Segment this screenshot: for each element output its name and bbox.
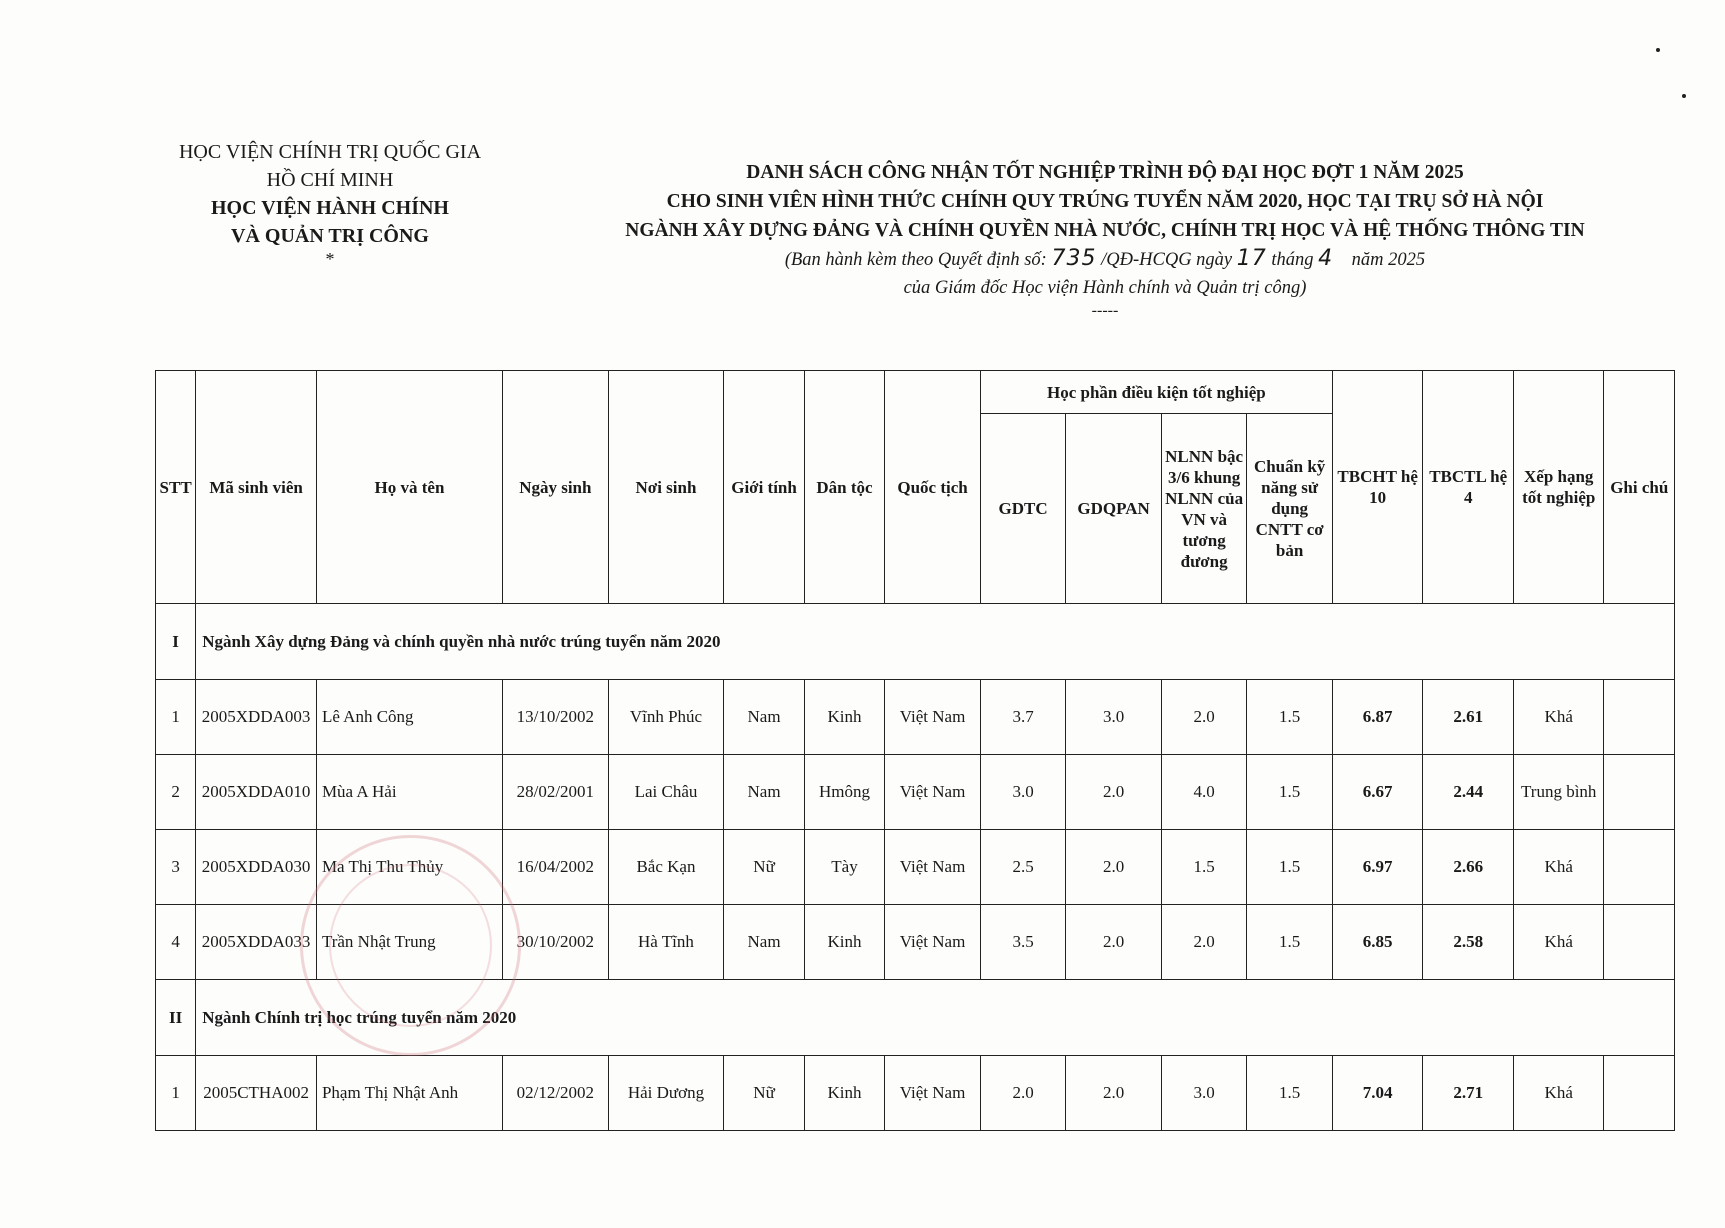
cell-full-name: Trần Nhật Trung	[316, 905, 502, 980]
cell-full-name: Mùa A Hải	[316, 755, 502, 830]
cell-gdtc: 3.0	[980, 755, 1066, 830]
cell-student-id: 2005CTHA002	[196, 1056, 317, 1131]
cell-ethnicity: Kinh	[804, 1056, 884, 1131]
title-line-1: DANH SÁCH CÔNG NHẬN TỐT NGHIỆP TRÌNH ĐỘ ĐẠI HỌC ĐỢT 1 NĂM 2025	[746, 162, 1464, 183]
decision-day: 17	[1236, 246, 1267, 271]
cell-nationality: Việt Nam	[885, 830, 981, 905]
cell-tbctl: 2.44	[1423, 755, 1514, 830]
section-roman: I	[156, 604, 196, 680]
cell-full-name: Phạm Thị Nhật Anh	[316, 1056, 502, 1131]
cell-birthplace: Bắc Kạn	[608, 830, 724, 905]
cell-nationality: Việt Nam	[885, 680, 981, 755]
section-row	[156, 604, 1675, 680]
decision-number: 735	[1051, 246, 1097, 271]
cell-dob: 02/12/2002	[503, 1056, 609, 1131]
section-roman: II	[156, 980, 196, 1056]
cell-dob: 16/04/2002	[503, 830, 609, 905]
cell-gender: Nam	[724, 755, 804, 830]
cell-stt: 1	[156, 1056, 196, 1131]
cell-ethnicity: Tày	[804, 830, 884, 905]
col-gender: Giới tính	[724, 371, 804, 604]
col-ethnicity: Dân tộc	[804, 371, 884, 604]
cell-rank: Khá	[1513, 905, 1604, 980]
cell-tbcht: 6.85	[1332, 905, 1423, 980]
cell-birthplace: Hải Dương	[608, 1056, 724, 1131]
col-student-id: Mã sinh viên	[196, 371, 317, 604]
cell-birthplace: Lai Châu	[608, 755, 724, 830]
col-gdqpan: GDQPAN	[1066, 414, 1162, 604]
issuer-line: của Giám đốc Học viện Hành chính và Quản trị công)	[903, 278, 1307, 298]
table-row	[156, 680, 1675, 755]
table-row	[156, 830, 1675, 905]
cell-gdqpan: 2.0	[1066, 755, 1162, 830]
cell-nationality: Việt Nam	[885, 755, 981, 830]
col-rank: Xếp hạng tốt nghiệp	[1513, 371, 1604, 604]
decision-reference	[565, 245, 1645, 274]
cell-rank: Khá	[1513, 830, 1604, 905]
cell-note	[1604, 830, 1675, 905]
cell-cntt: 1.5	[1247, 755, 1333, 830]
cell-note	[1604, 680, 1675, 755]
issuing-organization	[160, 138, 500, 268]
cell-student-id: 2005XDDA030	[196, 830, 317, 905]
cell-birthplace: Vĩnh Phúc	[608, 680, 724, 755]
cell-gdqpan: 3.0	[1066, 680, 1162, 755]
cell-tbcht: 6.97	[1332, 830, 1423, 905]
cell-note	[1604, 1056, 1675, 1131]
cell-tbctl: 2.71	[1423, 1056, 1514, 1131]
year-label: năm 2025	[1351, 250, 1426, 270]
col-note: Ghi chú	[1604, 371, 1675, 604]
section-row	[156, 980, 1675, 1056]
cell-stt: 2	[156, 755, 196, 830]
org-line-1: HỌC VIỆN CHÍNH TRỊ QUỐC GIA	[178, 141, 482, 163]
scan-speck	[1682, 94, 1686, 98]
cell-gdtc: 3.7	[980, 680, 1066, 755]
cell-cntt: 1.5	[1247, 905, 1333, 980]
cell-nlnn: 4.0	[1161, 755, 1247, 830]
col-gdtc: GDTC	[980, 414, 1066, 604]
cell-full-name: Ma Thị Thu Thủy	[316, 830, 502, 905]
table-header	[156, 371, 1675, 604]
col-tbcht: TBCHT hệ 10	[1332, 371, 1423, 604]
org-mark: *	[325, 249, 335, 269]
cell-gdtc: 3.5	[980, 905, 1066, 980]
cell-cntt: 1.5	[1247, 680, 1333, 755]
cell-student-id: 2005XDDA033	[196, 905, 317, 980]
cell-note	[1604, 755, 1675, 830]
col-dob: Ngày sinh	[503, 371, 609, 604]
cell-stt: 4	[156, 905, 196, 980]
section-title: Ngành Xây dựng Đảng và chính quyền nhà nước trúng tuyển năm 2020	[196, 604, 1675, 680]
graduation-table	[155, 370, 1675, 1131]
cell-tbcht: 6.87	[1332, 680, 1423, 755]
col-cntt: Chuẩn kỹ năng sử dụng CNTT cơ bản	[1247, 414, 1333, 604]
cell-cntt: 1.5	[1247, 1056, 1333, 1131]
col-birthplace: Nơi sinh	[608, 371, 724, 604]
section-title: Ngành Chính trị học trúng tuyển năm 2020	[196, 980, 1675, 1056]
cell-nationality: Việt Nam	[885, 1056, 981, 1131]
table-row	[156, 905, 1675, 980]
org-line-4: VÀ QUẢN TRỊ CÔNG	[231, 225, 429, 247]
col-tbctl: TBCTL hệ 4	[1423, 371, 1514, 604]
cell-stt: 3	[156, 830, 196, 905]
cell-ethnicity: Kinh	[804, 905, 884, 980]
table-row	[156, 755, 1675, 830]
cell-nlnn: 3.0	[1161, 1056, 1247, 1131]
document-heading	[565, 158, 1645, 320]
cell-gdtc: 2.0	[980, 1056, 1066, 1131]
cell-gdqpan: 2.0	[1066, 1056, 1162, 1131]
org-line-3: HỌC VIỆN HÀNH CHÍNH	[211, 197, 449, 219]
cell-cntt: 1.5	[1247, 830, 1333, 905]
cell-dob: 28/02/2001	[503, 755, 609, 830]
cell-tbctl: 2.66	[1423, 830, 1514, 905]
cell-gdqpan: 2.0	[1066, 830, 1162, 905]
cell-tbcht: 7.04	[1332, 1056, 1423, 1131]
col-stt: STT	[156, 371, 196, 604]
cell-tbcht: 6.67	[1332, 755, 1423, 830]
cell-dob: 30/10/2002	[503, 905, 609, 980]
cell-student-id: 2005XDDA010	[196, 755, 317, 830]
cell-tbctl: 2.58	[1423, 905, 1514, 980]
cell-dob: 13/10/2002	[503, 680, 609, 755]
col-nationality: Quốc tịch	[885, 371, 981, 604]
title-line-3: NGÀNH XÂY DỰNG ĐẢNG VÀ CHÍNH QUYỀN NHÀ NƯỚC, CHÍNH TRỊ HỌC VÀ HỆ THỐNG THÔNG TIN	[625, 220, 1585, 241]
cell-nlnn: 2.0	[1161, 905, 1247, 980]
cell-gender: Nam	[724, 680, 804, 755]
cell-stt: 1	[156, 680, 196, 755]
cell-tbctl: 2.61	[1423, 680, 1514, 755]
col-nlnn: NLNN bậc 3/6 khung NLNN của VN và tương đương	[1161, 414, 1247, 604]
cell-gdtc: 2.5	[980, 830, 1066, 905]
col-full-name: Họ và tên	[316, 371, 502, 604]
scan-speck	[1656, 48, 1660, 52]
org-line-2: HỒ CHÍ MINH	[266, 169, 394, 191]
cell-note	[1604, 905, 1675, 980]
cell-gdqpan: 2.0	[1066, 905, 1162, 980]
cell-birthplace: Hà Tĩnh	[608, 905, 724, 980]
cell-gender: Nam	[724, 905, 804, 980]
month-label: tháng	[1271, 250, 1314, 270]
cell-gender: Nữ	[724, 1056, 804, 1131]
cell-nlnn: 2.0	[1161, 680, 1247, 755]
table-row	[156, 1056, 1675, 1131]
decision-month: 4	[1318, 246, 1334, 271]
decision-mid: /QĐ-HCQG ngày	[1101, 250, 1233, 270]
cell-ethnicity: Kinh	[804, 680, 884, 755]
cell-ethnicity: Hmông	[804, 755, 884, 830]
separator: -----	[1091, 302, 1119, 319]
title-line-2: CHO SINH VIÊN HÌNH THỨC CHÍNH QUY TRÚNG TUYỂN NĂM 2020, HỌC TẠI TRỤ SỞ HÀ NỘI	[666, 191, 1544, 212]
cell-nationality: Việt Nam	[885, 905, 981, 980]
cell-full-name: Lê Anh Công	[316, 680, 502, 755]
cell-rank: Trung bình	[1513, 755, 1604, 830]
cell-nlnn: 1.5	[1161, 830, 1247, 905]
cell-rank: Khá	[1513, 1056, 1604, 1131]
cell-student-id: 2005XDDA003	[196, 680, 317, 755]
decision-prefix: (Ban hành kèm theo Quyết định số:	[784, 250, 1047, 270]
cell-gender: Nữ	[724, 830, 804, 905]
cell-rank: Khá	[1513, 680, 1604, 755]
col-group-conditions: Học phần điều kiện tốt nghiệp	[980, 371, 1332, 414]
